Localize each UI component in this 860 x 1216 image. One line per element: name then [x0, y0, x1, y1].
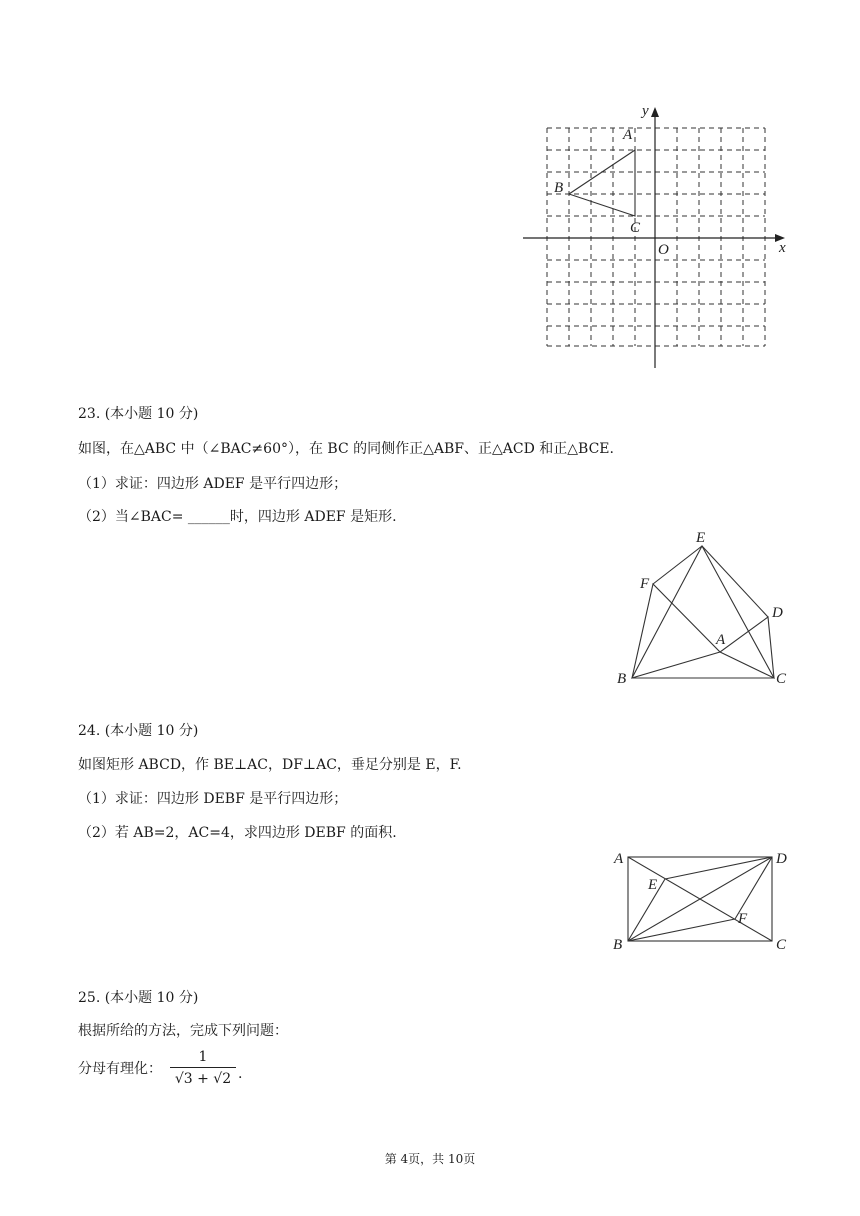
x-axis-label: x: [779, 240, 786, 256]
q23-part2: （2）当∠BAC= ______时，四边形 ADEF 是矩形.: [78, 509, 397, 525]
q24-label-b: B: [613, 937, 623, 953]
y-axis-label: y: [642, 103, 649, 119]
q24-part2: （2）若 AB=2，AC=4，求四边形 DEBF 的面积.: [78, 825, 397, 841]
q25-prompt: 分母有理化：: [78, 1061, 162, 1077]
axes: [523, 107, 785, 368]
page-footer: 第 4页，共 10页: [384, 1152, 476, 1166]
q24-label-e: E: [648, 877, 658, 893]
q23-part1: （1）求证：四边形 ADEF 是平行四边形；: [78, 476, 348, 492]
q23-label-c: C: [776, 671, 787, 687]
q24-figure: [608, 845, 798, 955]
q24-label-a: A: [614, 851, 624, 867]
fraction-denominator: √3 + √2: [174, 1071, 232, 1087]
point-b-label: B: [554, 180, 564, 196]
fraction-numerator: 1: [198, 1049, 208, 1065]
fraction-bar: [170, 1067, 236, 1068]
q24-stem: 如图矩形 ABCD，作 BE⊥AC，DF⊥AC，垂足分别是 E，F.: [78, 757, 462, 773]
q23-figure: [610, 528, 800, 690]
q23-stem: 如图，在△ABC 中（∠BAC≠60°），在 BC 的同侧作正△ABF、正△ACD 和正△BCE.: [78, 441, 614, 457]
q25-fraction: [170, 1048, 236, 1088]
origin-label: O: [658, 242, 669, 258]
q23-header: 23. (本小题 10 分): [78, 406, 199, 422]
triangle-abc: [569, 150, 635, 216]
q23-label-d: D: [772, 605, 783, 621]
q24-label-d: D: [776, 851, 787, 867]
grid-figure: [515, 95, 795, 375]
q25-stem: 根据所给的方法，完成下列问题：: [78, 1023, 288, 1039]
q24-label-f: F: [738, 911, 748, 927]
dashed-grid: [547, 128, 765, 346]
q25-header: 25. (本小题 10 分): [78, 990, 199, 1006]
q24-header: 24. (本小题 10 分): [78, 723, 199, 739]
q23-label-e: E: [696, 530, 706, 546]
point-c-label: C: [630, 220, 641, 236]
point-a-label: A: [623, 127, 633, 143]
q24-label-c: C: [776, 937, 787, 953]
q23-label-f: F: [640, 576, 650, 592]
q24-part1: （1）求证：四边形 DEBF 是平行四边形；: [78, 791, 348, 807]
q25-trailing-period: .: [238, 1066, 243, 1082]
q23-label-b: B: [617, 671, 627, 687]
q23-label-a: A: [716, 632, 726, 648]
